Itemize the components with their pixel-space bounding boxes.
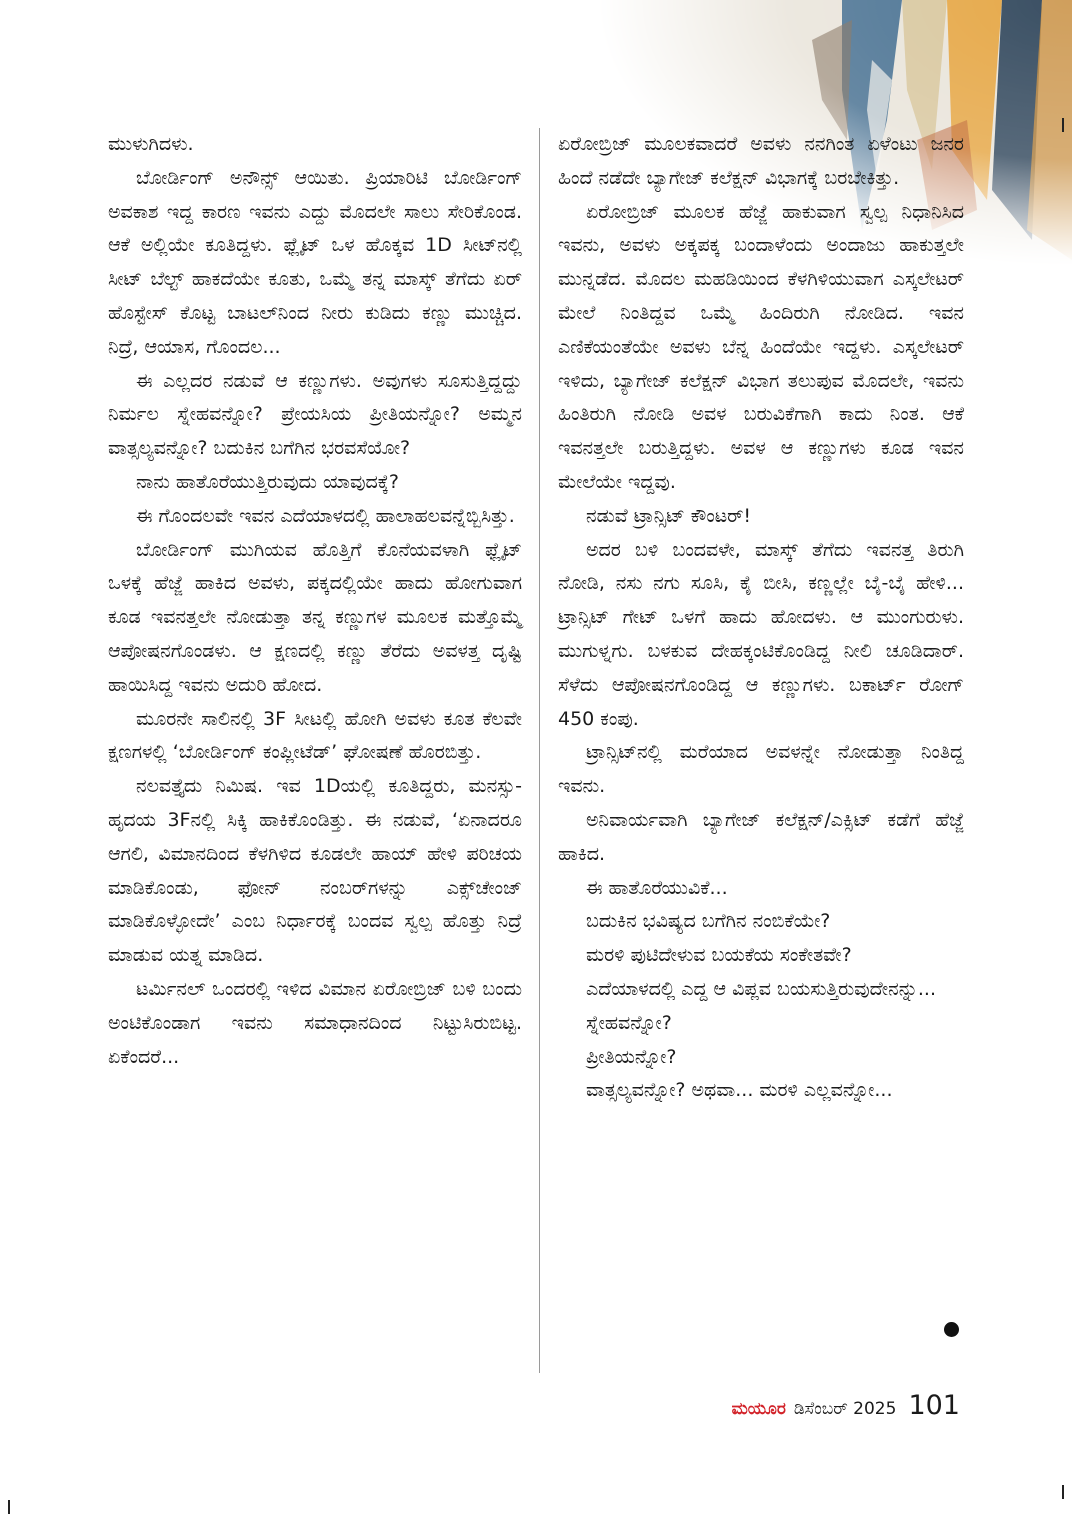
paragraph: ಸ್ನೇಹವನ್ನೋ? (586, 1011, 672, 1034)
paragraph: ಟರ್ಮಿನಲ್ ಒಂದರಲ್ಲಿ ಇಳಿದ ವಿಮಾನ ಏರೋಬ್ರಿಜ್ ಬಳಿ ಬಂದು ಅಂಟಿಕೊಂಡಾಗ ಇವನು ಸಮಾಧಾನದಿಂದ ನಿಟ್ಟುಸಿರುಬಿಟ್ಟ. ಏಕೆಂದರೆ... (108, 977, 522, 1068)
article-column-left (108, 128, 522, 1074)
crop-mark-top-right (1062, 118, 1064, 132)
crop-mark-bottom-left (8, 1500, 10, 1514)
paragraph: ನಡುವೆ ಟ್ರಾನ್ಸಿಟ್ ಕೌಂಟರ್! (586, 504, 751, 527)
paragraph: ಈ ಎಲ್ಲದರ ನಡುವೆ ಆ ಕಣ್ಣುಗಳು. ಅವುಗಳು ಸೂಸುತ್ತಿದ್ದದ್ದು ನಿರ್ಮಲ ಸ್ನೇಹವನ್ನೋ? ಪ್ರೇಯಸಿಯ ಪ್ರೀತಿಯನ್ನೋ? ಅಮ್ಮನ ವಾತ್ಸಲ್ಯವನ್ನೋ? ಬದುಕಿನ ಬಗೆಗಿನ ಭರವಸೆಯೋ? (108, 369, 522, 460)
paragraph: ಬದುಕಿನ ಭವಿಷ್ಯದ ಬಗೆಗಿನ ನಂಬಿಕೆಯೇ? (586, 910, 831, 933)
paragraph: ಅನಿವಾರ್ಯವಾಗಿ ಬ್ಯಾಗೇಜ್ ಕಲೆಕ್ಷನ್/ಎಕ್ಸಿಟ್ ಕಡೆಗೆ ಹೆಜ್ಜೆ ಹಾಕಿದ. (558, 808, 964, 865)
issue-date: ಡಿಸೆಂಬರ್ 2025 (793, 1399, 897, 1419)
paragraph: ಅದರ ಬಳಿ ಬಂದವಳೇ, ಮಾಸ್ಕ್ ತೆಗೆದು ಇವನತ್ತ ತಿರುಗಿ ನೋಡಿ, ನಸು ನಗು ಸೂಸಿ, ಕೈ ಬೀಸಿ, ಕಣ್ಣಲ್ಲೇ ಬೈ-ಬೈ ಹೇಳಿ... ಟ್ರಾನ್ಸಿಟ್ ಗೇಟ್ ಒಳಗೆ ಹಾದು ಹೋದಳು. ಆ ಮುಂಗುರುಳು. ಮುಗುಳ್ನಗು. ಬಳಕುವ ದೇಹಕ್ಕಂಟಿಕೊಂಡಿದ್ದ ನೀಲಿ ಚೂಡಿದಾರ್. ಸೆಳೆದು ಆಪೋಷನಗೊಂಡಿದ್ದ ಆ ಕಣ್ಣುಗಳು. ಬಕಾರ್ಟ್ ರೋಗ್ 450 ಕಂಪು. (558, 538, 964, 730)
paragraph: ಪ್ರೀತಿಯನ್ನೋ? (586, 1045, 677, 1068)
crop-mark-bottom-right (1062, 1485, 1064, 1499)
paragraph: ಮರಳಿ ಪುಟಿದೇಳುವ ಬಯಕೆಯ ಸಂಕೇತವೇ? (586, 944, 852, 967)
end-of-story-bullet-icon (944, 1322, 959, 1337)
paragraph: ಏರೋಬ್ರಿಜ್ ಮೂಲಕ ಹೆಜ್ಜೆ ಹಾಕುವಾಗ ಸ್ವಲ್ಪ ನಿಧಾನಿಸಿದ ಇವನು, ಅವಳು ಅಕ್ಕಪಕ್ಕ ಬಂದಾಳೆಂದು ಅಂದಾಜು ಹಾಕುತ್ತಲೇ ಮುನ್ನಡೆದ. ಮೊದಲ ಮಹಡಿಯಿಂದ ಕೆಳಗಿಳಿಯುವಾಗ ಎಸ್ಕಲೇಟರ್ ಮೇಲೆ ನಿಂತಿದ್ದವ ಒಮ್ಮೆ ಹಿಂದಿರುಗಿ ನೋಡಿದ. ಇವನ ಎಣಿಕೆಯಂತೆಯೇ ಅವಳು ಬೆನ್ನ ಹಿಂದೆಯೇ ಇದ್ದಳು. ಎಸ್ಕಲೇಟರ್ ಇಳಿದು, ಬ್ಯಾಗೇಜ್ ಕಲೆಕ್ಷನ್ ವಿಭಾಗ ತಲುಪುವ ಮೊದಲೇ, ಇವನು ಹಿಂತಿರುಗಿ ನೋಡಿ ಅವಳ ಬರುವಿಕೆಗಾಗಿ ಕಾದು ನಿಂತ. ಆಕೆ ಇವನತ್ತಲೇ ಬರುತ್ತಿದ್ದಳು. ಅವಳ ಆ ಕಣ್ಣುಗಳು ಕೂಡ ಇವನ ಮೇಲೆಯೇ ಇದ್ದವು. (558, 200, 964, 493)
paragraph: ಈ ಗೊಂದಲವೇ ಇವನ ಎದೆಯಾಳದಲ್ಲಿ ಹಾಲಾಹಲವನ್ನೆಬ್ಬಿಸಿತ್ತು. (136, 504, 515, 527)
paragraph: ನಾನು ಹಾತೊರೆಯುತ್ತಿರುವುದು ಯಾವುದಕ್ಕೆ? (136, 470, 399, 493)
paragraph: ನಲವತ್ತೈದು ನಿಮಿಷ. ಇವ 1Dಯಲ್ಲಿ ಕೂತಿದ್ದರು, ಮನಸ್ಸು- ಹೃದಯ 3Fನಲ್ಲಿ ಸಿಕ್ಕಿ ಹಾಕಿಕೊಂಡಿತ್ತು. ಈ ನಡುವೆ, ‘ಏನಾದರೂ ಆಗಲಿ, ವಿಮಾನದಿಂದ ಕೆಳಗಿಳಿದ ಕೂಡಲೇ ಹಾಯ್ ಹೇಳಿ ಪರಿಚಯ ಮಾಡಿಕೊಂಡು, ಫೋನ್ ನಂಬರ್‌ಗಳನ್ನು ಎಕ್ಸ್‌ಚೇಂಜ್ ಮಾಡಿಕೊಳ್ಳೋದೇ’ ಎಂಬ ನಿರ್ಧಾರಕ್ಕೆ ಬಂದವ ಸ್ವಲ್ಪ ಹೊತ್ತು ನಿದ್ರೆ ಮಾಡುವ ಯತ್ನ ಮಾಡಿದ. (108, 775, 522, 967)
paragraph: ಮುಳುಗಿದಳು. (108, 133, 194, 155)
paragraph: ಎದೆಯಾಳದಲ್ಲಿ ಎದ್ದ ಆ ವಿಪ್ಲವ ಬಯಸುತ್ತಿರುವುದೇನನ್ನು... (586, 977, 937, 1000)
paragraph: ಏರೋಬ್ರಿಜ್ ಮೂಲಕವಾದರೆ ಅವಳು ನನಗಿಂತ ಏಳೆಂಟು ಜನರ ಹಿಂದೆ ನಡೆದೇ ಬ್ಯಾಗೇಜ್ ಕಲೆಕ್ಷನ್ ವಿಭಾಗಕ್ಕೆ ಬರಬೇಕಿತ್ತು. (558, 133, 964, 189)
paragraph: ಮೂರನೇ ಸಾಲಿನಲ್ಲಿ 3F ಸೀಟಲ್ಲಿ ಹೋಗಿ ಅವಳು ಕೂತ ಕೆಲವೇ ಕ್ಷಣಗಳಲ್ಲಿ ‘ಬೋರ್ಡಿಂಗ್ ಕಂಪ್ಲೀಟೆಡ್’ ಘೋಷಣೆ ಹೊರಬಿತ್ತು. (108, 707, 522, 764)
paragraph: ಟ್ರಾನ್ಸಿಟ್‌ನಲ್ಲಿ ಮರೆಯಾದ ಅವಳನ್ನೇ ನೋಡುತ್ತಾ ನಿಂತಿದ್ದ ಇವನು. (558, 741, 964, 798)
page-footer (732, 1390, 960, 1421)
magazine-brand: ಮಯೂರ (731, 1399, 786, 1419)
column-divider (539, 128, 540, 1373)
paragraph: ಬೋರ್ಡಿಂಗ್ ಅನೌನ್ಸ್ ಆಯಿತು. ಪ್ರಿಯಾರಿಟಿ ಬೋರ್ಡಿಂಗ್ ಅವಕಾಶ ಇದ್ದ ಕಾರಣ ಇವನು ಎದ್ದು ಮೊದಲೇ ಸಾಲು ಸೇರಿಕೊಂಡ. ಆಕೆ ಅಲ್ಲಿಯೇ ಕೂತಿದ್ದಳು. ಫ್ಲೈಟ್ ಒಳ ಹೊಕ್ಕವ 1D ಸೀಟ್‌ನಲ್ಲಿ ಸೀಟ್ ಬೆಲ್ಟ್ ಹಾಕದೆಯೇ ಕೂತು, ಒಮ್ಮೆ ತನ್ನ ಮಾಸ್ಕ್ ತೆಗೆದು ಏರ್ ಹೊಸ್ಟೇಸ್ ಕೊಟ್ಟ ಬಾಟಲ್‌ನಿಂದ ನೀರು ಕುಡಿದು ಕಣ್ಣು ಮುಚ್ಚಿದ. ನಿದ್ರೆ, ಆಯಾಸ, ಗೊಂದಲ... (108, 166, 522, 358)
paragraph: ಬೋರ್ಡಿಂಗ್ ಮುಗಿಯವ ಹೊತ್ತಿಗೆ ಕೊನೆಯವಳಾಗಿ ಫ್ಲೈಟ್ ಒಳಕ್ಕೆ ಹೆಜ್ಜೆ ಹಾಕಿದ ಅವಳು, ಪಕ್ಕದಲ್ಲಿಯೇ ಹಾದು ಹೋಗುವಾಗ ಕೂಡ ಇವನತ್ತಲೇ ನೋಡುತ್ತಾ ತನ್ನ ಕಣ್ಣುಗಳ ಮೂಲಕ ಮತ್ತೊಮ್ಮೆ ಆಪೋಷನಗೊಂಡಳು. ಆ ಕ್ಷಣದಲ್ಲಿ ಕಣ್ಣು ತೆರೆದು ಅವಳತ್ತ ದೃಷ್ಟಿ ಹಾಯಿಸಿದ್ದ ಇವನು ಅದುರಿ ಹೋದ. (108, 538, 522, 696)
page-number: 101 (908, 1390, 960, 1421)
paragraph: ವಾತ್ಸಲ್ಯವನ್ನೋ? ಅಥವಾ... ಮರಳಿ ಎಲ್ಲವನ್ನೋ... (586, 1079, 893, 1102)
paragraph: ಈ ಹಾತೊರೆಯುವಿಕೆ... (586, 876, 728, 899)
article-column-right (558, 128, 964, 1108)
